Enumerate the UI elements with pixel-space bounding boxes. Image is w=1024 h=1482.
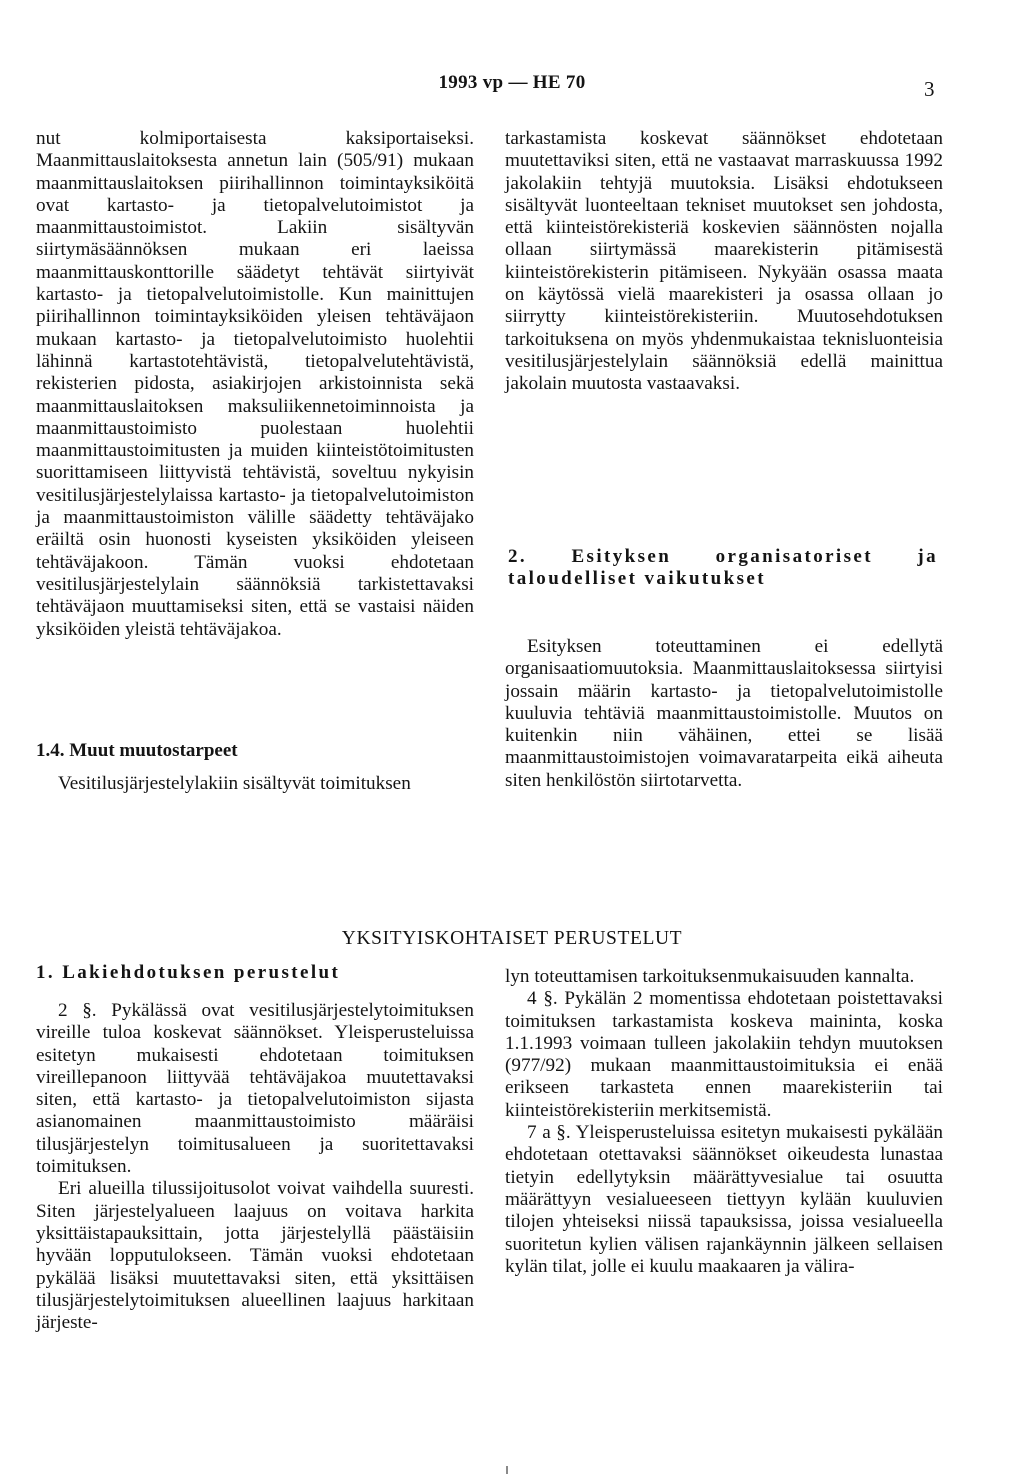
page-number: 3 [924,77,935,101]
paragraph: 2 §. Pykälässä ovat vesitilusjärjestelytoimituksen vireille tuloa koskevat säännökset. Yleisperusteluissa esitetyn mukaisesti ehdotetaan toimituksen vireillepanoon liittyvää tehtäväjakoa muutettavaksi siten, että kartasto- ja tietopalvelutoimiston sijasta asianomainen maanmittaustoimisto määräisi tilusjärjestelyn toimitusalueen ja suoritettavaksi toimituksen. [36,1000,474,1178]
top-right-column-continued [505,636,943,792]
top-left-column-continued [36,773,474,795]
paragraph: 4 §. Pykälän 2 momentissa ehdotetaan poistettavaksi toimituksen tarkastamista koskeva maininta, koska 1.1.1993 voimaan tulleen jakolakiin tehdyn muutoksen (977/92) mukaan maanmittaustoimituksia ei enää erikseen tarkasteta ennen maarekisteriin tai kiinteistörekisteriin merkitsemistä. [505,988,943,1121]
bottom-left-column [36,1000,474,1334]
top-right-column [505,128,943,396]
paragraph: Eri alueilla tilussijoitusolot voivat vaihdella suuresti. Siten järjestelyalueen laajuus on voitava harkita yksittäistapauksittain, jotta järjestelyllä päästäisiin hyvään lopputulokseen. Tämän vuoksi ehdotetaan pykälää lisäksi muutettavaksi siten, että yksittäisen tilusjärjestelytoimituksen alueellinen laajuus harkitaan järjeste- [36,1178,474,1334]
document-reference: 1993 vp — HE 70 [438,72,586,93]
paragraph: tarkastamista koskevat säännökset ehdotetaan muutettaviksi siten, että ne vastaavat marraskuussa 1992 jakolakiin tehtyjä muutoksia. Lisäksi ehdotukseen sisältyvät luonteeltaan tekniset muutokset sen johdosta, että kiinteistörekisteriä koskevien säännösten nojalla ollaan siirtymässä maarekisterin pitämisestä kiinteistörekisterin pitämiseen. Nykyään osassa maata on käytössä vielä maarekisteri ja osassa ollaan jo siirrytty kiinteistörekisteriin. Muutosehdotuksen tarkoituksena on myös yhdenmukaistaa teknisluonteisia vesitilusjärjestelylain säännöksiä edellä mainittua jakolain muutosta vastaavaksi. [505,128,943,395]
paragraph: Vesitilusjärjestelylakiin sisältyvät toimituksen [58,773,411,794]
scan-mark [506,1466,508,1474]
bottom-right-column [505,966,943,1278]
top-left-column [36,128,474,641]
section-heading-1-4: 1.4. Muut muutostarpeet [36,740,238,761]
paragraph: Esityksen toteuttaminen ei edellytä organisaatiomuutoksia. Maanmittauslaitoksessa siirtyisi jossain määrin kartasto- ja tietopalvelutoimistolle kuuluvia tehtäviä maanmittaustoimistolle. Muutos on kuitenkin niin vähäinen, ettei se lisää maanmittaustoimistojen voimavaratarpeita eikä aiheuta siten henkilöstön siirtotarvetta. [505,636,943,791]
paragraph: lyn toteuttamisen tarkoituksenmukaisuuden kannalta. [505,966,915,987]
part-heading: YKSITYISKOHTAISET PERUSTELUT [341,928,683,949]
paragraph: 7 a §. Yleisperusteluissa esitetyn mukaisesti pykälään ehdotetaan otettavaksi säännökset oikeudesta lunastaa tietyin edellytyksin määrättyvesialue tai osuutta määrättyyn vesialueeseen tiettyyn kylään kuuluvien tilojen yhteiseksi niissä tapauksissa, joissa vesialueella suoritetun kylien välisen rajankäynnin jälkeen sellaisen kylän tilat, jolle ei kuulu maakaaren ja välira- [505,1122,943,1277]
section-heading-lakiehdotus: 1. Lakiehdotuksen perustelut [36,962,341,983]
section-heading-2: 2. Esityksen organisatoriset ja taloudelliset vaikutukset [508,546,938,589]
paragraph: nut kolmiportaisesta kaksiportaiseksi. Maanmittauslaitoksesta annetun lain (505/91) mukaan maanmittauslaitoksen piirihallinnon toimintayksiköitä ovat kartasto- ja tietopalvelutoimistot ja maanmittaustoimistot. Lakiin sisältyvän siirtymäsäännöksen mukaan eri laeissa maanmittauskonttorille säädetyt tehtävät siirtyivät kartasto- ja tietopalvelutoimistolle. Kun mainittujen piirihallinnon toimintayksiköiden yleisen tehtäväjaon mukaan kartasto- ja tietopalvelutoimisto huolehtii lähinnä kartastotehtävistä, tietopalvelutehtävistä, rekisterien pidosta, asiakirjojen arkistoinnista sekä maanmittauslaitoksen maksuliikennetoiminnoista ja maanmittaustoimisto puolestaan huolehtii maanmittaustoimitusten ja muiden kiinteistötoimitusten suorittamiseen liittyvistä tehtävistä, soveltuu nykyisin vesitilusjärjestelylaissa kartasto- ja tietopalvelutoimiston ja maanmittaustoimiston välille säädetty tehtäväjako eräiltä osin huonosti kyseisten yksiköiden yleiseen tehtäväjakoon. Tämän vuoksi ehdotetaan vesitilusjärjestelylain säännöksiä tarkistettavaksi tehtäväjaon muuttamiseksi siten, että se vastaisi näiden yksiköiden yleistä tehtäväjakoa. [36,128,474,640]
